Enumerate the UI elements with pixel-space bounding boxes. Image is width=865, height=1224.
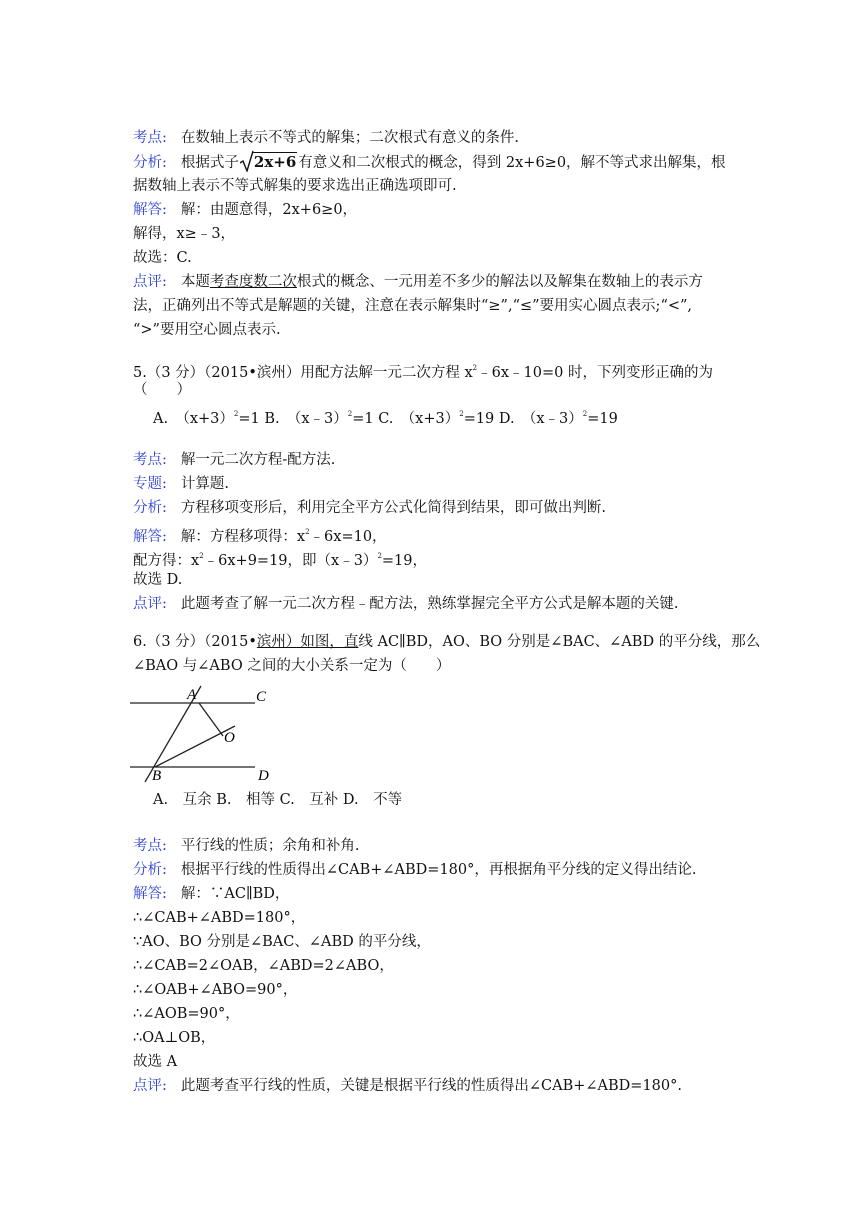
jieda-text: 解：由题意得，2x+6≥0， (180, 202, 358, 218)
q6-kaodian (133, 836, 360, 856)
q5-option-d: =19 D. （x﹣3） (463, 411, 583, 427)
sqrt-radicand: 2x+6 (253, 153, 297, 171)
q6-stem-line2: ∠BAO 与∠ABO 之间的大小关系一定为（ ） (133, 658, 451, 674)
jieda-text-post: ﹣6x=10， (309, 529, 387, 545)
q5-fenxi (133, 498, 606, 518)
dianping-text: 此题考查平行线的性质，关键是根据平行线的性质得出∠CAB+∠ABD=180°. (180, 1078, 682, 1094)
zhuanti-label: 专题: (133, 476, 167, 492)
label-d: D (258, 768, 269, 784)
kaodian-text: 在数轴上表示不等式的解集；二次根式有意义的条件. (180, 130, 519, 146)
sqrt-sign-icon (240, 150, 254, 172)
jieda-text-pre: 解：方程移项得：x (180, 529, 306, 545)
q6-solution-line: ∴∠CAB+∠ABD=180°， (133, 910, 306, 926)
q4-dianping-line2: 法，正确列出不等式是解题的关键，注意在表示解集时“≥”,“≤”要用实心圆点表示;“<”, (133, 298, 693, 314)
dianping-label: 点评: (133, 596, 167, 612)
q5-jieda (133, 522, 387, 547)
superscript: 2 (582, 410, 588, 418)
dianping-label: 点评: (133, 274, 167, 290)
q5-solution-line: 故选 D. (133, 572, 183, 588)
q5-stem-post: ﹣6x﹣10=0 时，下列变形正确的为 (477, 365, 713, 381)
q4-fenxi (133, 152, 726, 173)
jieda-text: 解：∵AC∥BD， (180, 886, 290, 902)
kaodian-label: 考点: (133, 130, 167, 146)
label-b: B (152, 768, 162, 784)
fenxi-label: 分析: (133, 155, 167, 171)
q6-solution-line: ∵AO、BO 分别是∠BAC、∠ABD 的平分线， (133, 934, 431, 950)
q5-option-a: A. （x+3） (153, 411, 234, 427)
q5-stem (133, 358, 713, 383)
superscript: 2 (459, 410, 464, 418)
q6-stem-underlined: 滨州）如图，直 (256, 634, 359, 650)
sqrt-expression (240, 152, 297, 173)
q6-solution-line: ∴∠OAB+∠ABO=90°， (133, 982, 298, 998)
superscript: 2 (199, 552, 204, 560)
sol-pre: 配方得：x (133, 553, 200, 569)
q5-dianping (133, 594, 679, 614)
parallel-lines-figure (130, 684, 280, 784)
q5-option-d-end: =19 (587, 411, 618, 427)
q5-option-c: =1 C. （x+3） (352, 411, 460, 427)
dianping-text-pre: 本题 (180, 274, 210, 290)
q6-solution-line: ∴∠AOB=90°， (133, 1006, 240, 1022)
superscript: 2 (305, 528, 310, 536)
q5-options (153, 404, 618, 429)
q4-fenxi-line2: 据数轴上表示不等式解集的要求选出正确选项即可. (133, 178, 457, 194)
line-ao (199, 703, 223, 736)
sol-post: =19， (381, 553, 428, 569)
q6-options: A. 互余 B. 相等 C. 互补 D. 不等 (153, 792, 403, 808)
dianping-text: 此题考查了解一元二次方程﹣配方法，熟练掌握完全平方公式是解本题的关键. (180, 596, 679, 612)
fenxi-label: 分析: (133, 500, 167, 516)
q6-stem-post: 线 AC∥BD，AO、BO 分别是∠BAC、∠ABD 的平分线，那么 (358, 634, 761, 650)
q6-fenxi (133, 860, 697, 880)
q6-solution-line: ∴OA⊥OB， (133, 1030, 216, 1046)
dianping-underlined: 考查度数二次 (209, 274, 297, 290)
kaodian-label: 考点: (133, 452, 167, 468)
label-o: O (224, 730, 235, 746)
dianping-label: 点评: (133, 1078, 167, 1094)
q4-dianping (133, 272, 703, 292)
kaodian-text: 平行线的性质；余角和补角. (180, 838, 360, 854)
jieda-label: 解答: (133, 886, 167, 902)
q5-kaodian (133, 450, 335, 470)
jieda-label: 解答: (133, 202, 167, 218)
fenxi-label: 分析: (133, 862, 167, 878)
q4-kaodian (133, 128, 519, 148)
sol-mid: ﹣6x+9=19，即（x﹣3） (203, 553, 378, 569)
zhuanti-text: 计算题. (180, 476, 229, 492)
q6-dianping (133, 1076, 682, 1096)
q6-jieda (133, 884, 289, 904)
fenxi-text-post: 有意义和二次根式的概念，得到 2x+6≥0，解不等式求出解集，根 (298, 155, 726, 171)
q6-solution-line: 故选 A (133, 1054, 178, 1070)
q5-zhuanti (133, 474, 229, 494)
line-bo (155, 726, 235, 767)
q4-solution-line: 解得，x≥﹣3， (133, 226, 236, 242)
q5-option-b: =1 B. （x﹣3） (238, 411, 348, 427)
q4-jieda (133, 200, 357, 220)
superscript: 2 (377, 552, 382, 560)
label-a: A (187, 687, 197, 703)
q6-solution-line: ∴∠CAB=2∠OAB，∠ABD=2∠ABO， (133, 958, 394, 974)
q5-solution-line (133, 546, 427, 571)
superscript: 2 (347, 410, 353, 418)
dianping-text-post: 根式的概念、一元用差不多少的解法以及解集在数轴上的表示方 (296, 274, 703, 290)
label-c: C (256, 689, 267, 705)
fenxi-text: 方程移项变形后，利用完全平方公式化简得到结果，即可做出判断. (180, 500, 606, 516)
q4-dianping-line3: “>”要用空心圆点表示. (133, 322, 281, 338)
superscript: 2 (472, 364, 478, 372)
fenxi-text: 根据平行线的性质得出∠CAB+∠ABD=180°，再根据角平分线的定义得出结论. (180, 862, 697, 878)
kaodian-text: 解一元二次方程-配方法. (180, 452, 336, 468)
jieda-label: 解答: (133, 529, 167, 545)
kaodian-label: 考点: (133, 838, 167, 854)
superscript: 2 (233, 410, 239, 418)
q5-stem-pre: 5.（3 分）（2015•滨州）用配方法解一元二次方程 x (133, 365, 473, 381)
q5-stem-line2: （ ） (133, 382, 191, 398)
q6-stem-pre: 6.（3 分）（2015• (133, 634, 257, 650)
q6-stem (133, 632, 760, 652)
fenxi-text-pre: 根据式子 (180, 155, 239, 171)
q4-solution-line: 故选：C. (133, 250, 192, 266)
